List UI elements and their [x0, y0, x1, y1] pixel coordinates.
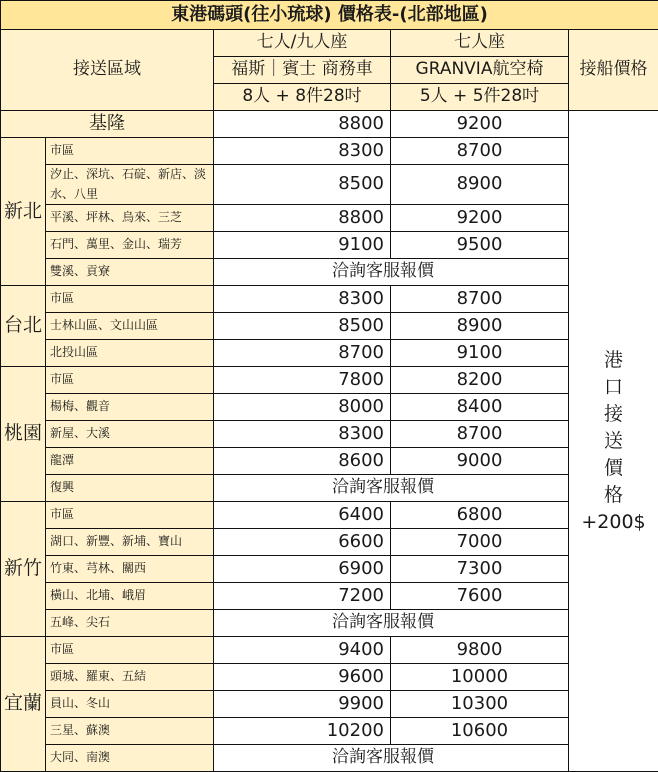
sub-area: 三星、蘇澳	[46, 718, 214, 745]
price-vehicle-b: 10300	[391, 691, 569, 718]
table-row	[1, 745, 658, 772]
note-amount: +200$	[581, 510, 646, 533]
sub-area: 大同、南澳	[46, 745, 214, 772]
region-name: 台北	[1, 286, 46, 367]
price-vehicle-a: 8600	[214, 448, 391, 475]
price-vehicle-b: 8900	[391, 165, 569, 205]
sub-area: 平溪、坪林、烏來、三芝	[46, 205, 214, 232]
price-vehicle-a: 8500	[214, 313, 391, 340]
price-vehicle-a: 10200	[214, 718, 391, 745]
note-char: 送	[603, 429, 623, 452]
price-vehicle-b: 8200	[391, 367, 569, 394]
price-vehicle-b: 6800	[391, 502, 569, 529]
sub-area: 員山、冬山	[46, 691, 214, 718]
price-vehicle-a: 8800	[214, 205, 391, 232]
table-row	[1, 610, 658, 637]
sub-area: 橫山、北埔、峨眉	[46, 583, 214, 610]
sub-area: 市區	[46, 367, 214, 394]
price-vehicle-b: 9500	[391, 232, 569, 259]
note-char: 口	[603, 375, 623, 398]
price-vehicle-b: 9200	[391, 111, 569, 138]
table-row	[1, 394, 658, 421]
table-row	[1, 529, 658, 556]
sub-area: 市區	[46, 502, 214, 529]
note-char: 格	[603, 483, 623, 506]
table-row	[1, 259, 658, 286]
vehicle-b-capacity: 5人 + 5件28吋	[391, 84, 569, 111]
sub-area: 市區	[46, 286, 214, 313]
sub-area: 市區	[46, 637, 214, 664]
region-name: 新北	[1, 138, 46, 286]
quote-on-request: 洽詢客服報價	[214, 475, 569, 502]
vehicle-b-category: 七人座	[391, 30, 569, 57]
sub-area: 竹東、芎林、關西	[46, 556, 214, 583]
quote-on-request: 洽詢客服報價	[214, 745, 569, 772]
price-vehicle-b: 9800	[391, 637, 569, 664]
sub-area: 龍潭	[46, 448, 214, 475]
price-vehicle-b: 9000	[391, 448, 569, 475]
vehicle-b-model: GRANVIA航空椅	[391, 57, 569, 84]
quote-on-request: 洽詢客服報價	[214, 259, 569, 286]
table-row	[1, 448, 658, 475]
table-title: 東港碼頭(往小琉球) 價格表-(北部地區)	[1, 1, 658, 30]
price-vehicle-a: 8700	[214, 340, 391, 367]
table-row	[1, 232, 658, 259]
table-row-keelung	[1, 111, 658, 138]
vehicle-a-model: 福斯｜賓士 商務車	[214, 57, 391, 84]
note-char: 港	[603, 348, 623, 371]
table-row	[1, 205, 658, 232]
sub-area: 雙溪、貢寮	[46, 259, 214, 286]
region-name: 宜蘭	[1, 637, 46, 772]
sub-area: 石門、萬里、金山、瑞芳	[46, 232, 214, 259]
table-row	[1, 367, 658, 394]
sub-area: 市區	[46, 138, 214, 165]
price-vehicle-a: 8500	[214, 165, 391, 205]
price-vehicle-a: 8000	[214, 394, 391, 421]
price-vehicle-a: 9400	[214, 637, 391, 664]
price-vehicle-a: 6600	[214, 529, 391, 556]
price-vehicle-a: 8800	[214, 111, 391, 138]
table-row	[1, 637, 658, 664]
price-vehicle-b: 8700	[391, 421, 569, 448]
sub-area: 湖口、新豐、新埔、寶山	[46, 529, 214, 556]
price-vehicle-b: 7300	[391, 556, 569, 583]
note-char: 價	[603, 456, 623, 479]
price-vehicle-b: 7000	[391, 529, 569, 556]
price-vehicle-b: 7600	[391, 583, 569, 610]
vehicle-a-capacity: 8人 + 8件28吋	[214, 84, 391, 111]
price-vehicle-a: 8300	[214, 421, 391, 448]
table-row	[1, 583, 658, 610]
table-row	[1, 664, 658, 691]
sub-area: 北投山區	[46, 340, 214, 367]
table-row	[1, 138, 658, 165]
table-row	[1, 556, 658, 583]
price-vehicle-a: 7200	[214, 583, 391, 610]
price-vehicle-b: 8700	[391, 138, 569, 165]
vehicle-a-category: 七人/九人座	[214, 30, 391, 57]
sub-area: 復興	[46, 475, 214, 502]
price-vehicle-a: 7800	[214, 367, 391, 394]
price-vehicle-a: 8300	[214, 286, 391, 313]
sub-area: 楊梅、觀音	[46, 394, 214, 421]
quote-on-request: 洽詢客服報價	[214, 610, 569, 637]
sub-area: 五峰、尖石	[46, 610, 214, 637]
price-vehicle-a: 8300	[214, 138, 391, 165]
price-vehicle-b: 8900	[391, 313, 569, 340]
sub-area: 頭城、羅東、五結	[46, 664, 214, 691]
table-row	[1, 286, 658, 313]
table-row	[1, 718, 658, 745]
sub-area: 士林山區、文山山區	[46, 313, 214, 340]
price-vehicle-b: 8400	[391, 394, 569, 421]
sub-area: 新屋、大溪	[46, 421, 214, 448]
sub-area: 汐止、深坑、石碇、新店、淡水、八里	[46, 165, 214, 205]
region-name: 新竹	[1, 502, 46, 637]
price-vehicle-b: 8700	[391, 286, 569, 313]
price-vehicle-b: 9200	[391, 205, 569, 232]
port-transfer-note	[569, 111, 658, 772]
price-vehicle-b: 9100	[391, 340, 569, 367]
area-header: 接送區域	[1, 30, 214, 111]
boarding-price-header: 接船價格	[569, 30, 658, 111]
price-vehicle-a: 9100	[214, 232, 391, 259]
table-row	[1, 165, 658, 205]
price-vehicle-a: 9900	[214, 691, 391, 718]
table-row	[1, 475, 658, 502]
price-vehicle-a: 6400	[214, 502, 391, 529]
price-vehicle-b: 10600	[391, 718, 569, 745]
region-keelung: 基隆	[1, 111, 214, 138]
table-row	[1, 691, 658, 718]
table-row	[1, 340, 658, 367]
note-char: 接	[603, 402, 623, 425]
price-vehicle-b: 10000	[391, 664, 569, 691]
table-row	[1, 502, 658, 529]
price-vehicle-a: 9600	[214, 664, 391, 691]
table-row	[1, 313, 658, 340]
table-row	[1, 421, 658, 448]
region-name: 桃園	[1, 367, 46, 502]
price-vehicle-a: 6900	[214, 556, 391, 583]
